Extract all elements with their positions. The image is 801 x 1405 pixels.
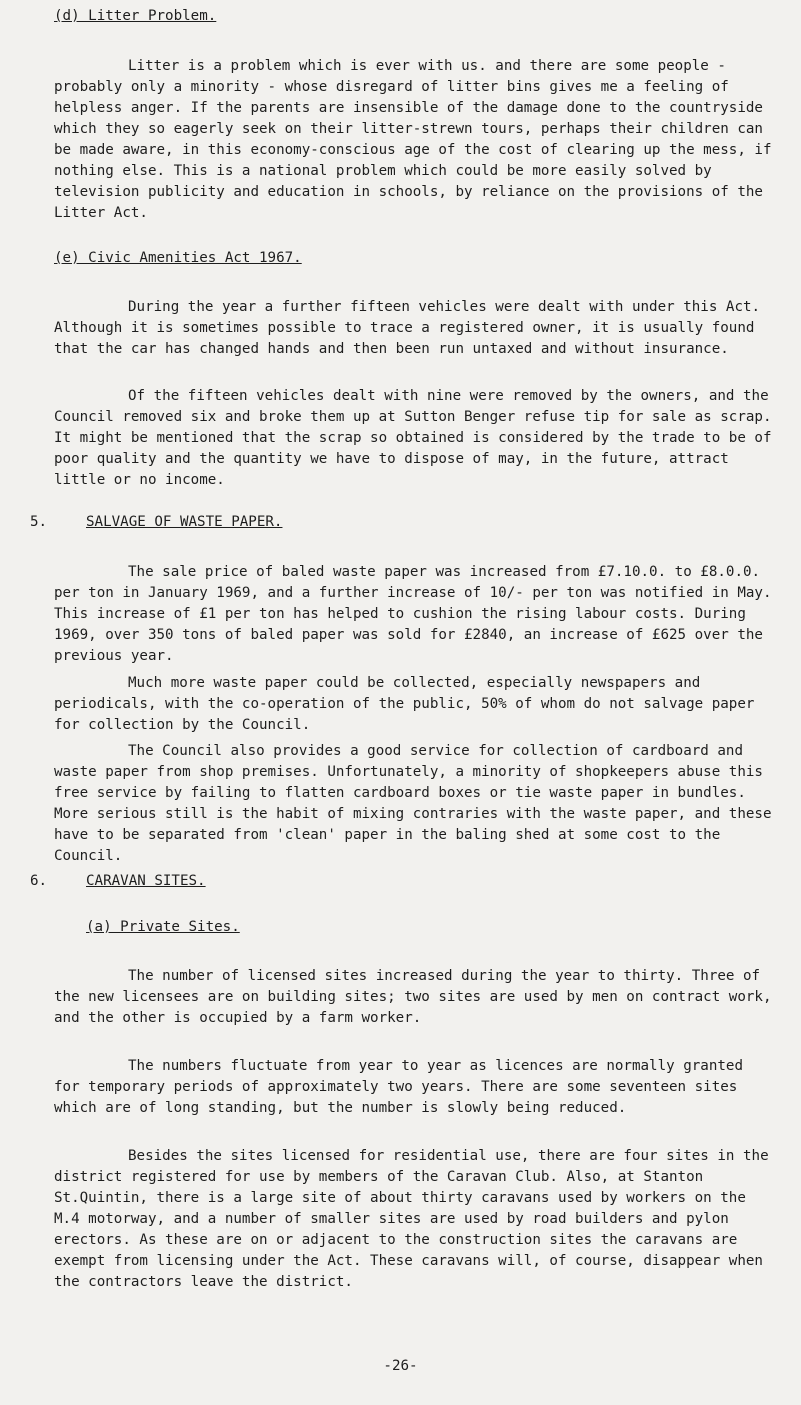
private-sites-paragraph-1: The number of licensed sites increased during the year to thirty. Three of the new licensees are on building sites; two sites are used by men on contract work, and the other is occupied by a farm worker. (54, 968, 772, 1026)
private-sites-heading: (a) Private Sites. (86, 919, 240, 935)
litter-paragraph: Litter is a problem which is ever with us. and there are some people - probably only a minority - whose disregard of litter bins gives me a feeling of helpless anger. If the parents are insensible of the damage done to the countryside which they so eagerly seek on their litter-strewn tours, perhaps their children can be made aware, in this economy-conscious age of the cost of clearing up the mess, if nothing else. This is a national problem which could be more easily solved by television publicity and education in schools, by reliance on the provisions of the Litter Act. (54, 58, 772, 221)
private-sites-paragraph-3: Besides the sites licensed for residential use, there are four sites in the district registered for use by members of the Caravan Club. Also, at Stanton St.Quintin, there is a large site of about thirty caravans used by workers on the M.4 motorway, and a number of smaller sites are used by road builders and pylon erectors. As these are on or adjacent to the construction sites the caravans are exempt from licensing under the Act. These caravans will, of course, disappear when the contractors leave the district. (54, 1148, 769, 1290)
section-6-number: 6. (30, 873, 48, 889)
private-sites-paragraph-2: The numbers fluctuate from year to year as licences are normally granted for temporary periods of approximately two years. There are some seventeen sites which are of long standing, but the number is slowly being reduced. (54, 1058, 743, 1116)
civic-amenities-paragraph-2: Of the fifteen vehicles dealt with nine were removed by the owners, and the Council removed six and broke them up at Sutton Benger refuse tip for sale as scrap. It might be mentioned that the scrap so obtained is considered by the trade to be of poor quality and the quantity we have to dispose of may, in the future, attract little or no income. (54, 388, 772, 488)
section-5-number: 5. (30, 514, 48, 530)
section-6-heading: CARAVAN SITES. (86, 873, 206, 889)
section-e-heading: (e) Civic Amenities Act 1967. (54, 250, 302, 266)
waste-paper-paragraph-3: The Council also provides a good service for collection of cardboard and waste paper from shop premises. Unfortunately, a minority of shopkeepers abuse this free service by failing to flatten cardboard boxes or tie waste paper in bundles. More serious still is the habit of mixing contraries with the waste paper, and these have to be separated from 'clean' paper in the baling shed at some cost to the Council. (54, 743, 772, 864)
section-5-heading: SALVAGE OF WASTE PAPER. (86, 514, 283, 530)
waste-paper-paragraph-2: Much more waste paper could be collected, especially newspapers and periodicals, with the co-operation of the public, 50% of whom do not salvage paper for collection by the Council. (54, 675, 755, 733)
civic-amenities-paragraph-1: During the year a further fifteen vehicles were dealt with under this Act. Although it is sometimes possible to trace a registered owner, it is usually found that the car has changed hands and then been run untaxed and without insurance. (54, 299, 761, 357)
page-number: -26- (383, 1358, 418, 1374)
section-d-heading: (d) Litter Problem. (54, 8, 217, 24)
waste-paper-paragraph-1: The sale price of baled waste paper was increased from £7.10.0. to £8.0.0. per ton in January 1969, and a further increase of 10/- per ton was notified in May. This increase of £1 per ton has helped to cushion the rising labour costs. During 1969, over 350 tons of baled paper was sold for £2840, an increase of £625 over the previous year. (54, 564, 772, 664)
